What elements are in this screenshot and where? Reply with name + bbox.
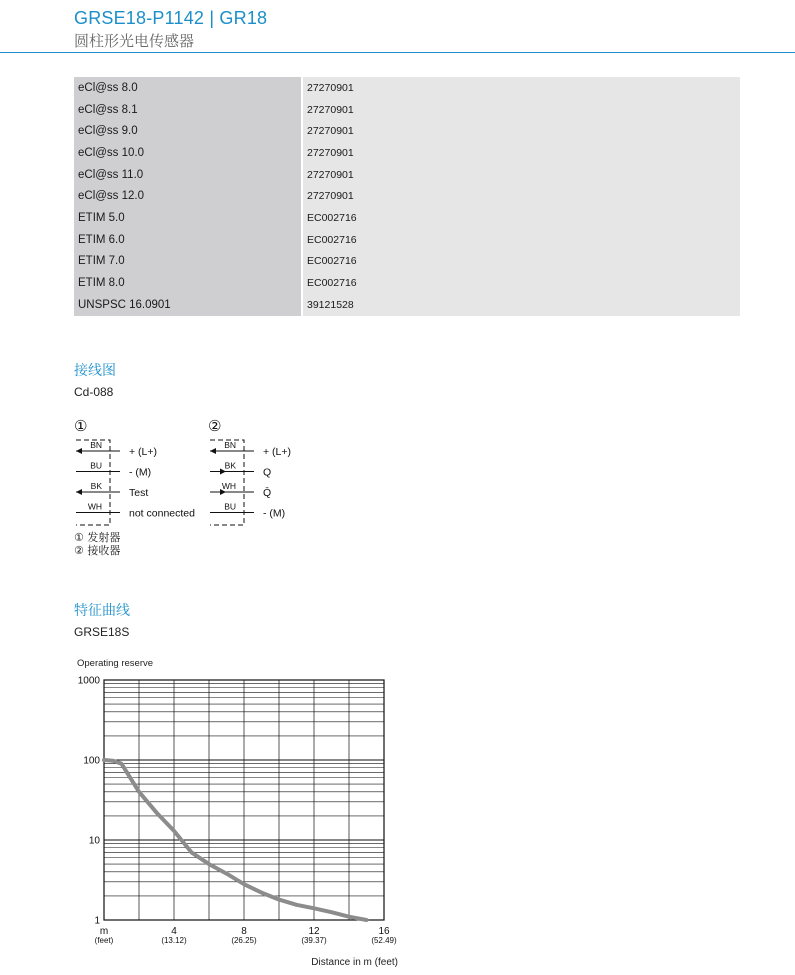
classification-value: 27270901: [302, 142, 740, 164]
classification-value: EC002716: [302, 251, 740, 273]
classification-value: EC002716: [302, 207, 740, 229]
wiring-diagram: [70, 415, 330, 527]
classification-value: 27270901: [302, 120, 740, 142]
legend-receiver: ② 接收器: [74, 544, 121, 557]
x-tick-label: 12: [308, 926, 320, 937]
classification-key: ETIM 5.0: [74, 207, 302, 229]
x-tick-label: 8: [241, 926, 247, 937]
block-marker: ①: [74, 417, 88, 435]
table-row: [74, 77, 740, 99]
classification-value: 27270901: [302, 164, 740, 186]
wire-color-label: BU: [224, 501, 236, 512]
y-axis-label: Operating reserve: [77, 658, 154, 669]
wire-signal-label: Test: [129, 487, 149, 499]
x-tick-sublabel: (13.12): [161, 936, 187, 945]
y-tick-label: 1: [94, 915, 100, 927]
classification-key: eCl@ss 8.1: [74, 99, 302, 121]
table-row: [74, 164, 740, 186]
table-row: [74, 185, 740, 207]
classification-key: eCl@ss 11.0: [74, 164, 302, 186]
emitter-wiring: [74, 417, 195, 525]
wire-color-label: BK: [90, 481, 102, 491]
classification-table: [74, 77, 740, 316]
classification-key: ETIM 8.0: [74, 272, 302, 294]
x-tick-sublabel: (39.37): [301, 936, 327, 945]
arrow-left-icon: [76, 448, 82, 454]
classification-value: 39121528: [302, 294, 740, 316]
wire-color-label: BK: [224, 460, 236, 471]
classification-value: EC002716: [302, 272, 740, 294]
wire-signal-label: - (M): [263, 507, 286, 520]
table-row: [74, 251, 740, 273]
classification-key: ETIM 6.0: [74, 229, 302, 251]
legend-emitter: ① 发射器: [74, 531, 121, 544]
wire-color-label: BN: [224, 440, 236, 450]
table-row: [74, 272, 740, 294]
x-tick-sublabel: (feet): [94, 936, 114, 945]
x-tick-sublabel: (26.25): [231, 936, 257, 945]
classification-key: eCl@ss 10.0: [74, 142, 302, 164]
arrow-left-icon: [210, 448, 216, 454]
table-row: [74, 229, 740, 251]
x-tick-label: 4: [171, 926, 177, 937]
table-row: [74, 294, 740, 316]
classification-key: ETIM 7.0: [74, 251, 302, 273]
x-tick-label: 16: [378, 926, 390, 937]
wiring-section-title: 接线图: [74, 363, 116, 379]
wire-signal-label: not connected: [129, 507, 195, 520]
classification-value: 27270901: [302, 185, 740, 207]
x-tick-label: m: [99, 926, 109, 937]
header-divider: [0, 52, 795, 53]
classification-key: eCl@ss 12.0: [74, 185, 302, 207]
classification-value: EC002716: [302, 229, 740, 251]
wire-color-label: WH: [87, 501, 102, 512]
classification-value: 27270901: [302, 77, 740, 99]
wire-color-label: WH: [221, 481, 236, 491]
y-tick-label: 100: [83, 755, 100, 767]
table-row: [74, 207, 740, 229]
table-row: [74, 99, 740, 121]
classification-key: UNSPSC 16.0901: [74, 294, 302, 316]
operating-reserve-chart: [70, 652, 410, 972]
table-row: [74, 120, 740, 142]
y-tick-label: 1000: [77, 675, 100, 687]
wire-signal-label: Q: [263, 466, 272, 479]
wire-color-label: BU: [90, 460, 102, 471]
wire-signal-label: + (L+): [263, 446, 292, 458]
classification-key: eCl@ss 9.0: [74, 120, 302, 142]
arrow-left-icon: [76, 489, 82, 495]
wire-signal-label: + (L+): [129, 446, 158, 458]
receiver-wiring: [208, 417, 291, 525]
page-subtitle: 圆柱形光电传感器: [74, 32, 195, 50]
classification-key: eCl@ss 8.0: [74, 77, 302, 99]
x-axis-label: Distance in m (feet): [311, 957, 398, 968]
curve-model: GRSE18S: [74, 625, 130, 639]
block-marker: ②: [208, 417, 222, 435]
curve-section-title: 特征曲线: [74, 603, 130, 619]
classification-value: 27270901: [302, 99, 740, 121]
wire-signal-label: Q̄: [263, 487, 272, 499]
wire-color-label: BN: [90, 440, 102, 450]
wire-signal-label: - (M): [129, 466, 152, 479]
wiring-code: Cd-088: [74, 385, 114, 399]
y-tick-label: 10: [88, 835, 100, 847]
table-row: [74, 142, 740, 164]
page-title: GRSE18-P1142 | GR18: [74, 8, 268, 28]
x-tick-sublabel: (52.49): [371, 936, 397, 945]
